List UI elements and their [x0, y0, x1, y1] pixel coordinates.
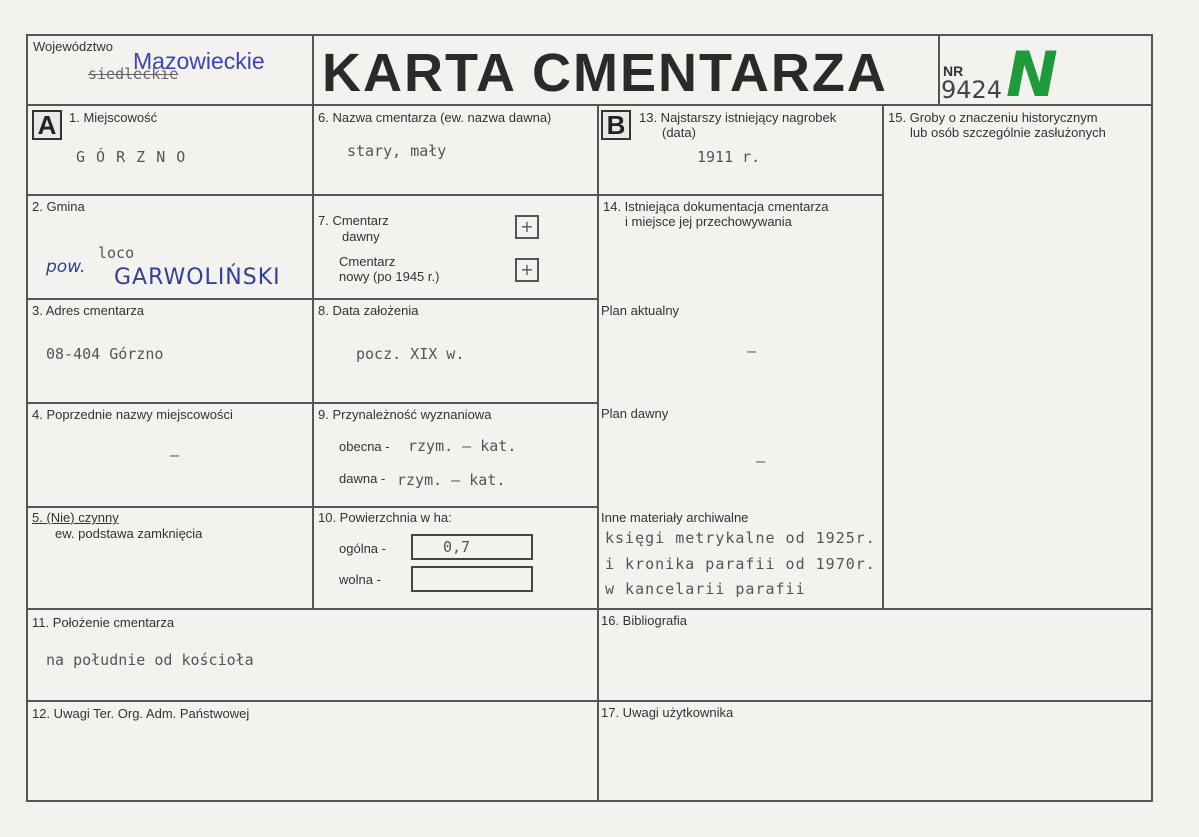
field-15-label-1: 15. Groby o znaczeniu historycznym — [888, 110, 1098, 125]
green-mark: N — [1006, 38, 1058, 111]
field-14-cell — [597, 194, 884, 610]
field-11-value: na południe od kościoła — [46, 651, 254, 669]
field-4-label: 4. Poprzednie nazwy miejscowości — [32, 407, 233, 422]
section-a-box: A — [32, 110, 62, 140]
field-9-obecna-value: rzym. – kat. — [408, 437, 517, 455]
field-7-nowy: nowy (po 1945 r.) — [339, 269, 440, 284]
plan-aktualny-label: Plan aktualny — [601, 303, 680, 318]
section-b-box: B — [601, 110, 631, 140]
inne-materialy-label: Inne materiały archiwalne — [601, 510, 749, 525]
plan-dawny-label: Plan dawny — [601, 406, 669, 421]
field-10-wolna-input[interactable] — [411, 566, 533, 592]
number-label: NR — [943, 63, 964, 79]
field-2-value: loco — [98, 244, 135, 262]
voivodeship-label: Województwo — [33, 39, 113, 54]
field-5-label: 5. (Nie) czynny — [32, 510, 119, 525]
inne-materialy-line-2: i kronika parafii od 1970r. — [605, 555, 876, 573]
field-13-label-2: (data) — [662, 125, 696, 140]
field-7-nowy-checkbox[interactable]: + — [515, 258, 539, 282]
field-10-label: 10. Powierzchnia w ha: — [318, 510, 452, 525]
field-13-value: 1911 r. — [697, 148, 761, 166]
inne-materialy-line-3: w kancelarii parafii — [605, 580, 806, 598]
field-1-value: G Ó R Z N O — [76, 148, 187, 166]
field-3-label: 3. Adres cmentarza — [32, 303, 144, 318]
field-2-handwritten-prefix: pow. — [46, 257, 86, 277]
field-11-label: 11. Położenie cmentarza — [32, 615, 175, 630]
voivodeship-struck-value: siedleckie — [88, 65, 179, 83]
card-title: KARTA CMENTARZA — [322, 43, 888, 103]
field-12-label: 12. Uwagi Ter. Org. Adm. Państwowej — [32, 706, 250, 721]
field-9-dawna-value: rzym. – kat. — [397, 471, 506, 489]
field-14-label-2: i miejsce jej przechowywania — [625, 214, 792, 229]
field-2-handwritten-value: GARWOLIŃSKI — [114, 265, 281, 290]
field-7-dawny: dawny — [342, 229, 380, 244]
field-10-ogolna-label: ogólna - — [339, 541, 386, 556]
field-2-label: 2. Gmina — [32, 199, 85, 214]
field-7-dawny-checkbox[interactable]: + — [515, 215, 539, 239]
field-8-label: 8. Data założenia — [318, 303, 419, 318]
field-13-label-1: 13. Najstarszy istniejący nagrobek — [639, 110, 837, 125]
field-6-label: 6. Nazwa cmentarza (ew. nazwa dawna) — [318, 110, 552, 125]
field-7-cell — [312, 194, 599, 300]
plan-aktualny-value: – — [747, 342, 757, 360]
field-10-wolna-label: wolna - — [339, 572, 381, 587]
field-7-label: 7. Cmentarz — [318, 213, 389, 228]
field-16-label: 16. Bibliografia — [601, 613, 687, 628]
field-9-dawna-label: dawna - — [339, 471, 386, 486]
field-14-label-1: 14. Istniejąca dokumentacja cmentarza — [603, 199, 829, 214]
field-15-label-2: lub osób szczególnie zasłużonych — [910, 125, 1106, 140]
field-6-value: stary, mały — [347, 142, 447, 160]
field-10-ogolna-input[interactable]: 0,7 — [411, 534, 533, 560]
number-value: 9424 — [941, 76, 1003, 104]
field-9-label: 9. Przynależność wyznaniowa — [318, 407, 492, 422]
field-15-cell — [882, 104, 1153, 610]
voivodeship-stamp: Mazowieckie — [133, 48, 265, 74]
field-4-value: – — [170, 446, 180, 464]
field-5-sub: ew. podstawa zamknięcia — [55, 526, 203, 541]
field-9-obecna-label: obecna - — [339, 439, 390, 454]
inne-materialy-line-1: księgi metrykalne od 1925r. — [605, 529, 876, 547]
field-8-value: pocz. XIX w. — [356, 345, 465, 363]
plan-dawny-value: – — [756, 452, 766, 470]
field-17-label: 17. Uwagi użytkownika — [601, 705, 734, 720]
field-3-value: 08-404 Górzno — [46, 345, 164, 363]
field-7-nowy-label: Cmentarz — [339, 254, 396, 269]
field-1-label: 1. Miejscowość — [69, 110, 158, 125]
